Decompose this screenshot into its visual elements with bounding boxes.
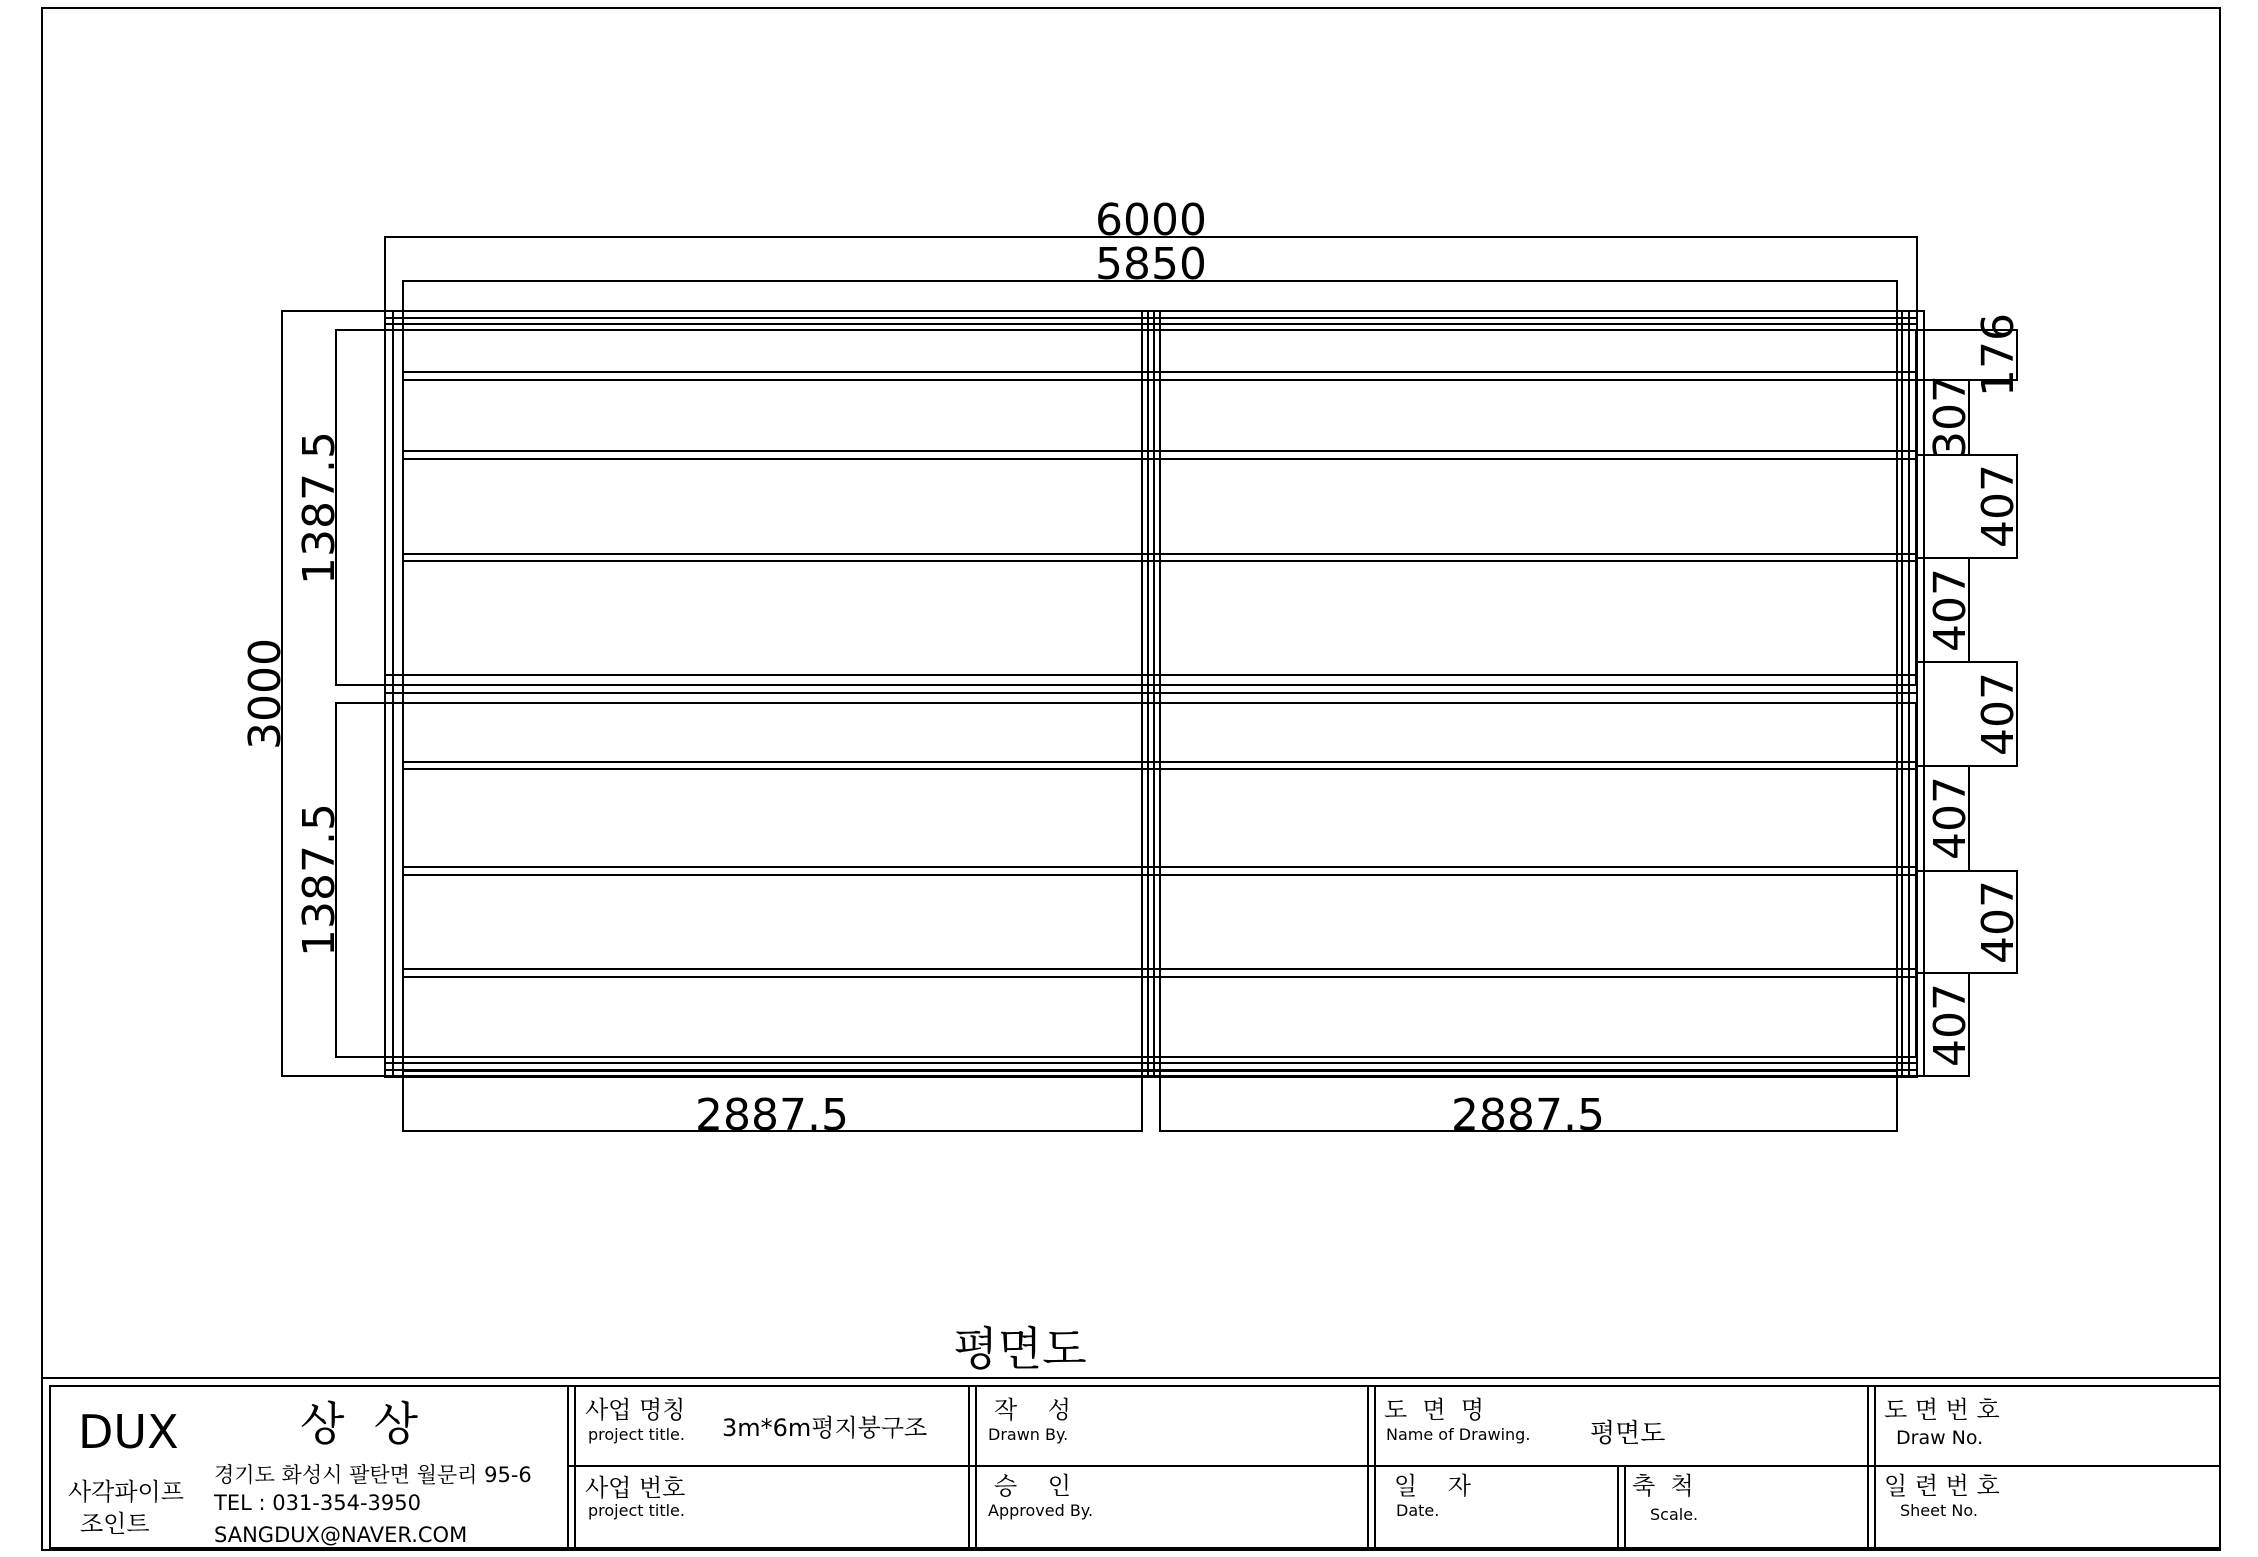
company-type-1: 사각파이프	[68, 1478, 184, 1506]
dim-text-407-2: 407	[1925, 568, 1976, 652]
company-type-2: 조인트	[80, 1510, 150, 1538]
dim-text-half-top: 1387.5	[294, 431, 345, 585]
dim-text-407-4: 407	[1925, 776, 1976, 860]
company-tel: TEL : 031-354-3950	[214, 1491, 421, 1515]
scale-label-en: Scale.	[1650, 1505, 1699, 1524]
dim-text-half-bottom: 1387.5	[294, 803, 345, 957]
dim-text-407-6: 407	[1925, 983, 1976, 1067]
sheet-no-label-en: Sheet No.	[1900, 1501, 1978, 1520]
dim-text-307: 307	[1925, 375, 1976, 459]
dim-text-inner-width: 5850	[1095, 239, 1207, 290]
project-title-label: 사업 명칭	[585, 1396, 686, 1424]
date-label-en: Date.	[1396, 1501, 1440, 1520]
dim-frame-bay-right	[1160, 311, 1897, 1131]
view-title: 평면도	[953, 1322, 1087, 1376]
project-no-label-en: project title.	[588, 1501, 685, 1520]
dim-text-overall-depth: 3000	[240, 638, 291, 750]
scale-label: 축 척	[1632, 1472, 1694, 1500]
dim-text-176: 176	[1973, 313, 2024, 397]
dim-text-bay-left: 2887.5	[695, 1090, 849, 1141]
drawn-by-label: 작 성	[994, 1396, 1071, 1424]
company-address: 경기도 화성시 팔탄면 월문리 95-6	[214, 1463, 532, 1487]
sheet-no-label: 일 련 번 호	[1884, 1472, 2000, 1500]
dim-text-407-5: 407	[1973, 880, 2024, 964]
dim-frame-half-bottom	[336, 703, 1916, 1057]
dim-text-407-3: 407	[1973, 672, 2024, 756]
dim-frame-half-top	[336, 330, 1916, 685]
project-title-label-en: project title.	[588, 1425, 685, 1444]
dim-text-407-1: 407	[1973, 464, 2024, 548]
dim-text-bay-right: 2887.5	[1451, 1090, 1605, 1141]
date-label: 일 자	[1394, 1472, 1471, 1500]
company-name: 상 상	[300, 1397, 419, 1451]
drawing-name-label: 도 면 명	[1384, 1396, 1485, 1424]
dim-text-overall-width: 6000	[1095, 195, 1207, 246]
dim-frame-bay-left	[403, 311, 1142, 1131]
draw-no-label-en: Draw No.	[1896, 1427, 1984, 1449]
project-title-value: 3m*6m평지붕구조	[722, 1414, 928, 1442]
drawing-name-value: 평면도	[1590, 1419, 1666, 1449]
drawing-name-label-en: Name of Drawing.	[1386, 1425, 1531, 1444]
company-email: SANGDUX@NAVER.COM	[214, 1523, 468, 1547]
approved-by-label: 승 인	[994, 1472, 1071, 1500]
draw-no-label: 도 면 번 호	[1884, 1396, 2000, 1424]
project-no-label: 사업 번호	[585, 1474, 686, 1502]
drawn-by-label-en: Drawn By.	[988, 1425, 1069, 1444]
dim-frame-overall-width	[385, 237, 1917, 1077]
approved-by-label-en: Approved By.	[988, 1501, 1094, 1520]
company-logo: DUX	[78, 1405, 179, 1459]
